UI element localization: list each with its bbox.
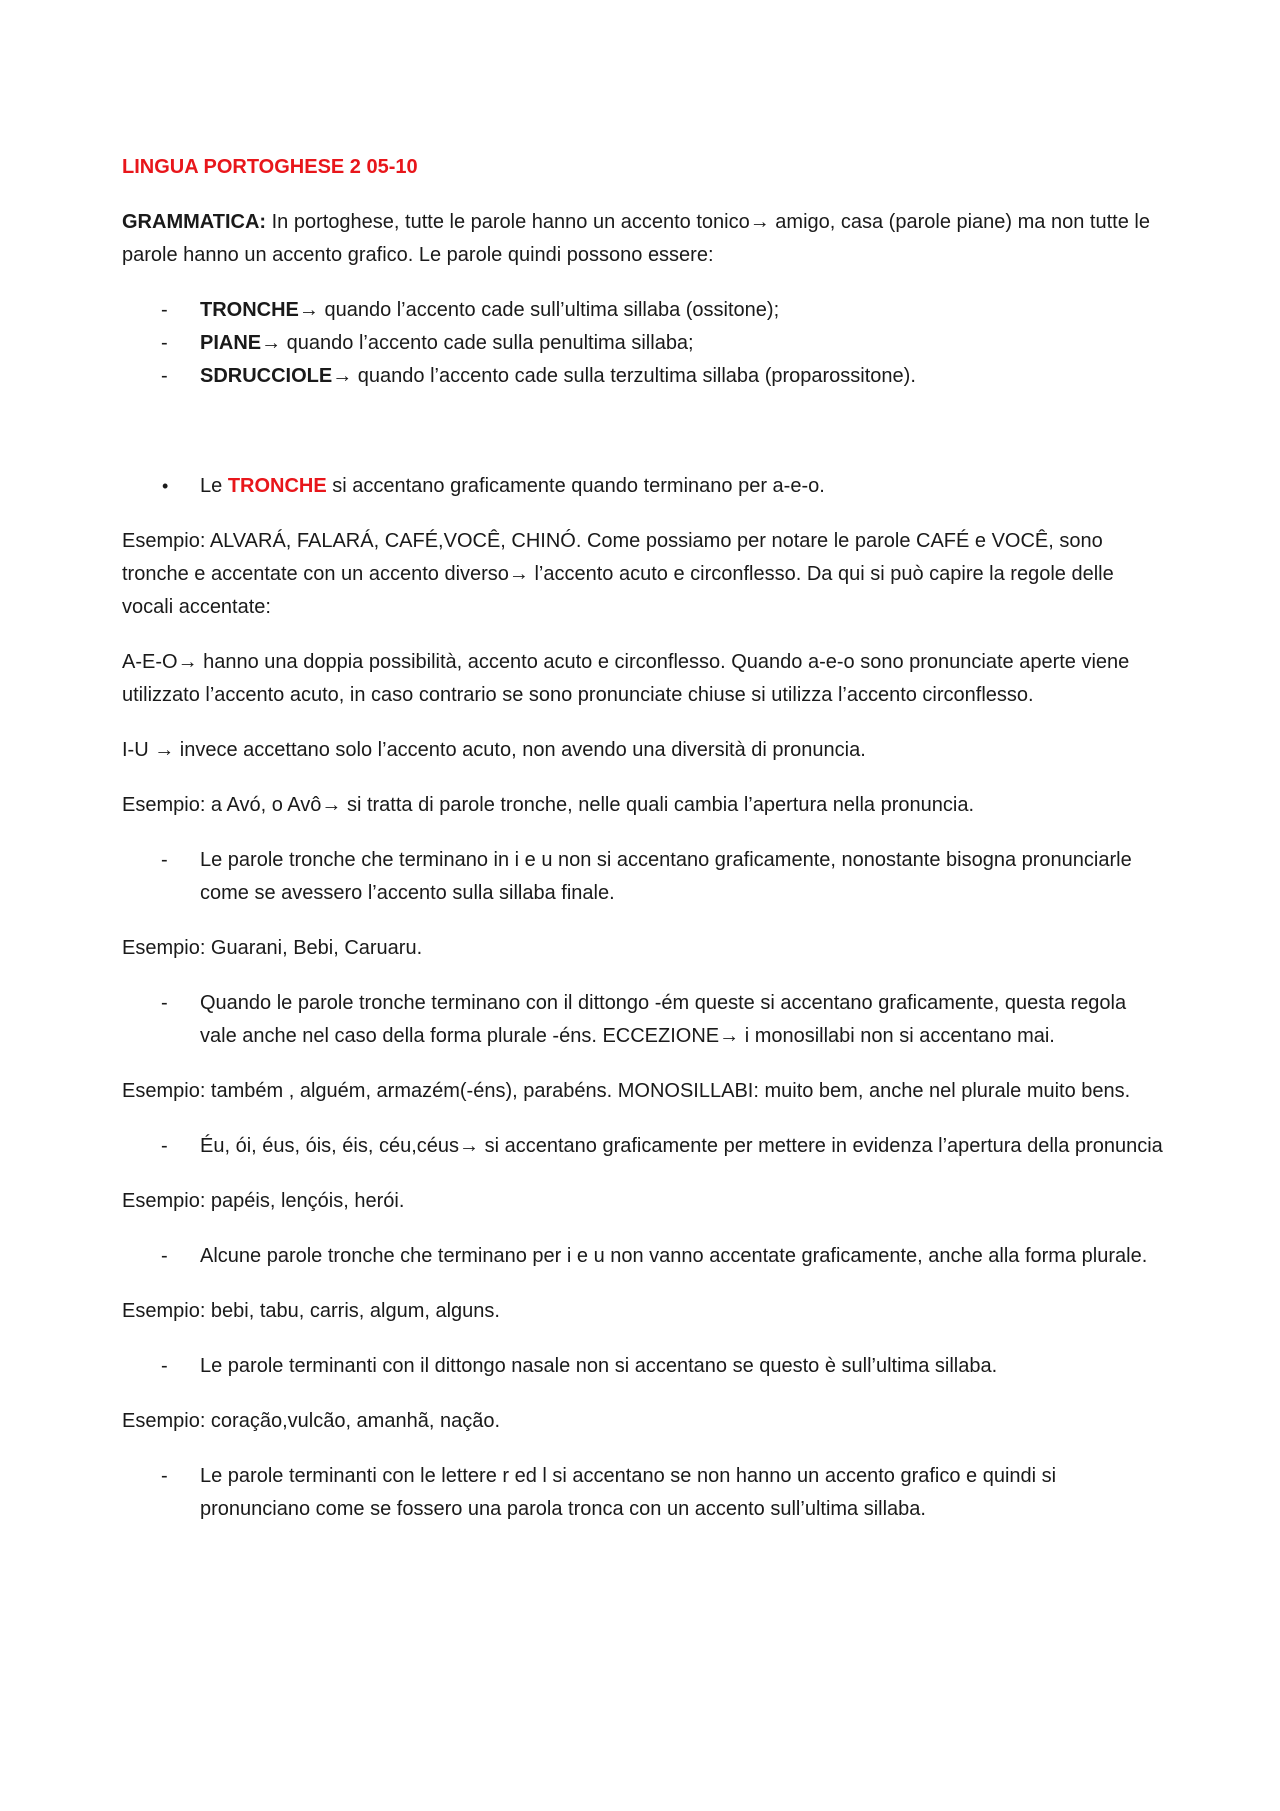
example-paragraph [122, 525, 1167, 624]
arrow-icon: → [298, 299, 319, 321]
example-paragraph [122, 789, 1167, 822]
list-item [122, 987, 1167, 1053]
dash-marker: - [161, 299, 168, 321]
dash-marker: - [161, 849, 168, 871]
example-paragraph: Esempio: Guarani, Bebi, Caruaru. [122, 937, 423, 959]
rule-list [122, 1460, 1167, 1526]
aeo-label: A-E-O [122, 651, 178, 673]
rule-list [122, 1240, 1167, 1273]
example-text-a: Esempio: ALVARÁ, FALARÁ, CAFÉ,VOCÊ, CHINÓ. Come possiamo per notare le parole CAFÉ e VOCÊ, sono tronche e accentate con un accento diverso [122, 530, 1103, 585]
example-text-b: l’accento acuto e circonflesso. Da qui si può capire la regole delle vocali accentate: [122, 563, 1114, 618]
iu-paragraph [122, 734, 1167, 767]
term: PIANE [200, 332, 262, 354]
example-paragraph: Esempio: coração,vulcão, amanhã, nação. [122, 1410, 500, 1432]
arrow-icon: → [154, 739, 175, 761]
list-item [122, 294, 1167, 327]
list-item [122, 360, 1167, 393]
example-text-b: si tratta di parole tronche, nelle quali cambia l’apertura nella pronuncia. [341, 794, 974, 816]
example-paragraph: Esempio: bebi, tabu, carris, algum, alguns. [122, 1300, 500, 1322]
rule-list [122, 1350, 1167, 1383]
term-desc: quando l’accento cade sull’ultima sillaba (ossitone); [318, 299, 780, 321]
term-desc: quando l’accento cade sulla penultima sillaba; [281, 332, 694, 354]
dash-marker: - [161, 332, 168, 354]
arrow-icon: → [719, 1025, 740, 1047]
rule-text: Le parole terminanti con le lettere r ed l si accentano se non hanno un accento grafico e quindi si pronunciano come se fossero una parola tronca con un accento sull’ultima sillaba. [200, 1465, 1057, 1520]
dash-marker: - [161, 365, 168, 387]
document-body [122, 151, 1167, 1548]
list-item [122, 1130, 1167, 1163]
arrow-icon: → [332, 365, 353, 387]
term: TRONCHE [200, 299, 299, 321]
arrow-icon: → [321, 794, 342, 816]
dash-marker: - [161, 1245, 168, 1267]
document-title: LINGUA PORTOGHESE 2 05-10 [122, 156, 418, 178]
arrow-icon: → [459, 1135, 480, 1157]
dash-marker: - [161, 1355, 168, 1377]
accent-types-list [122, 294, 1167, 393]
term-desc: quando l’accento cade sulla terzultima sillaba (proparossitone). [352, 365, 916, 387]
arrow-icon: → [508, 563, 529, 585]
list-item [122, 1460, 1167, 1526]
intro-label: GRAMMATICA: [122, 211, 267, 233]
rule-text: Le parole terminanti con il dittongo nasale non si accentano se questo è sull’ultima sillaba. [200, 1355, 998, 1377]
list-item [122, 844, 1167, 910]
rule-list [122, 1130, 1167, 1163]
arrow-icon: → [261, 332, 282, 354]
example-paragraph: Esempio: também , alguém, armazém(-éns), parabéns. MONOSILLABI: muito bem, anche nel plurale muito bens. [122, 1080, 1131, 1102]
rule-text: Alcune parole tronche che terminano per i e u non vanno accentate graficamente, anche alla forma plurale. [200, 1245, 1148, 1267]
arrow-icon: → [749, 211, 770, 233]
dash-marker: - [161, 1135, 168, 1157]
list-item [122, 327, 1167, 360]
iu-text: invece accettano solo l’accento acuto, non avendo una diversità di pronuncia. [174, 739, 866, 761]
arrow-icon: → [177, 651, 198, 673]
highlight-term: TRONCHE [227, 475, 327, 497]
rule-list [122, 844, 1167, 910]
list-item [122, 1240, 1167, 1273]
aeo-text: hanno una doppia possibilità, accento acuto e circonflesso. Quando a-e-o sono pronunciate aperte viene utilizzato l’accento acuto, in caso contrario se sono pronunciate chiuse si utilizza l’accento circonflesso. [122, 651, 1130, 706]
example-paragraph: Esempio: papéis, lençóis, herói. [122, 1190, 405, 1212]
aeo-paragraph [122, 646, 1167, 712]
intro-text-b: amigo, casa (parole piane) ma non tutte le parole hanno un accento grafico. Le parole quindi possono essere: [122, 211, 1150, 266]
iu-label: I-U [122, 739, 155, 761]
list-item [122, 470, 1167, 503]
example-text-a: Esempio: a Avó, o Avô [122, 794, 322, 816]
rule-text-a: Éu, ói, éus, óis, éis, céu,céus [200, 1135, 460, 1157]
bullet-text-pre: Le [200, 475, 228, 497]
bullet-text-post: si accentano graficamente quando terminano per a-e-o. [326, 475, 825, 497]
dash-marker: - [161, 992, 168, 1014]
bullet-list [122, 470, 1167, 503]
bullet-icon: • [162, 476, 169, 496]
list-item [122, 1350, 1167, 1383]
intro-paragraph [122, 206, 1167, 272]
rule-text-a: Quando le parole tronche terminano con il dittongo -ém queste si accentano graficamente, questa regola vale anche nel caso della forma plurale -éns. ECCEZIONE [200, 992, 1127, 1047]
intro-text-a: In portoghese, tutte le parole hanno un accento tonico [266, 211, 750, 233]
rule-list [122, 987, 1167, 1053]
dash-marker: - [161, 1465, 168, 1487]
rule-text-b: si accentano graficamente per mettere in evidenza l’apertura della pronuncia [479, 1135, 1163, 1157]
term: SDRUCCIOLE [200, 365, 333, 387]
rule-text-b: i monosillabi non si accentano mai. [739, 1025, 1055, 1047]
spacer [122, 415, 1167, 470]
rule-text: Le parole tronche che terminano in i e u non si accentano graficamente, nonostante bisogna pronunciarle come se avessero l’accento sulla sillaba finale. [200, 849, 1132, 904]
